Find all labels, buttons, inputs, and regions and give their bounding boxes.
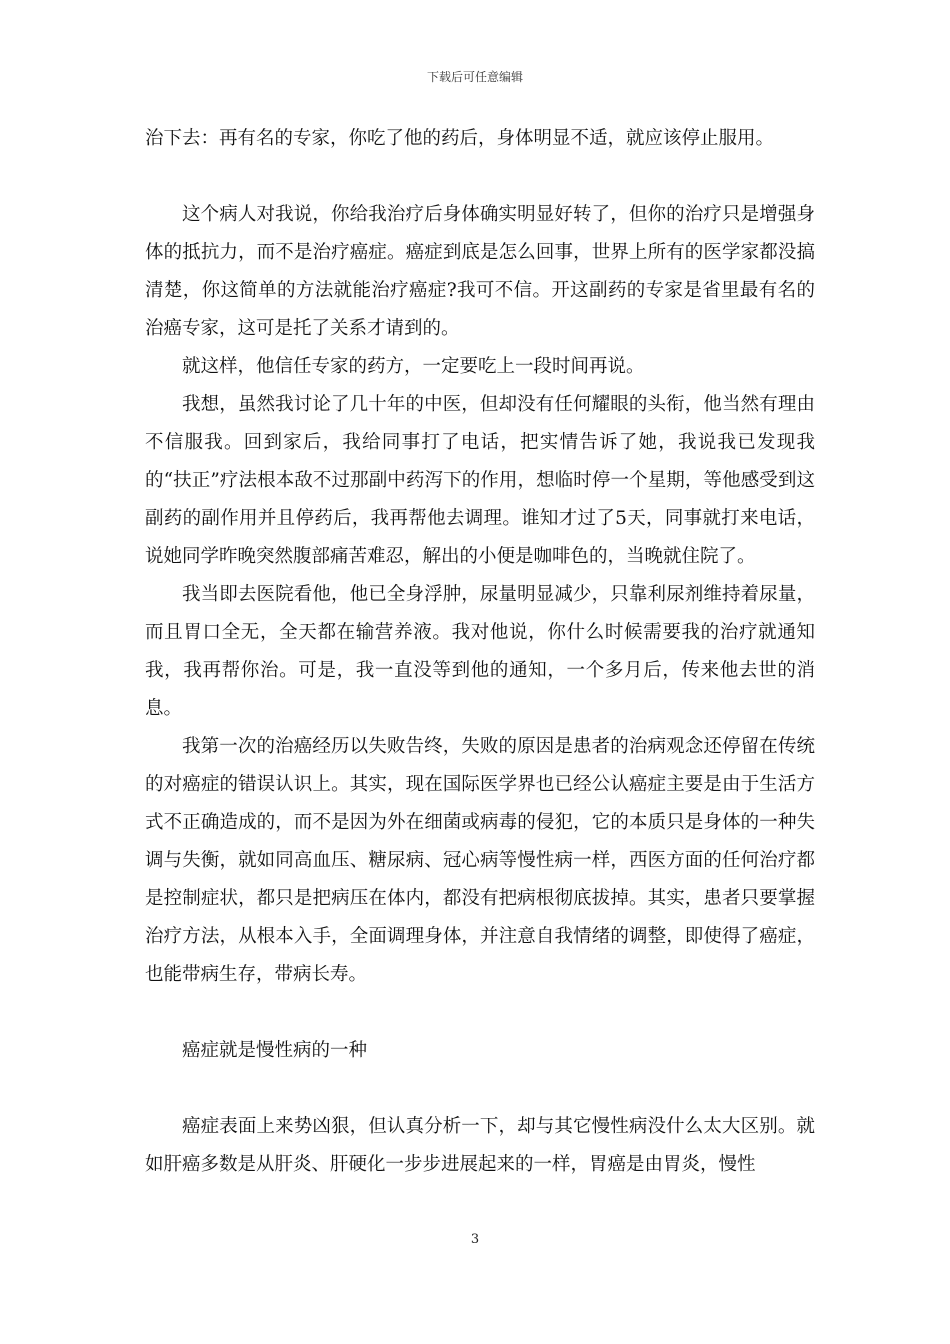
paragraph: 这个病人对我说，你给我治疗后身体确实明显好转了，但你的治疗只是增强身体的抵抗力，而不是治疗癌症。癌症到底是怎么回事，世界上所有的医学家都没搞清楚，你这简单的方法就能治疗癌症?我可不信。开这副药的专家是省里最有名的治癌专家，这可是托了关系才请到的。	[145, 204, 815, 339]
paragraph: 我当即去医院看他，他已全身浮肿，尿量明显减少，只靠利尿剂维持着尿量，而且胃口全无，全天都在输营养液。我对他说，你什么时候需要我的治疗就通知我，我再帮你治。可是，我一直没等到他的通知，一个多月后，传来他去世的消息。	[145, 584, 815, 719]
paragraph: 我第一次的治癌经历以失败告终，失败的原因是患者的治病观念还停留在传统的对癌症的错误认识上。其实，现在国际医学界也已经公认癌症主要是由于生活方式不正确造成的，而不是因为外在细菌或病毒的侵犯，它的本质只是身体的一种失调与失衡，就如同高血压、糖尿病、冠心病等慢性病一样，西医方面的任何治疗都是控制症状，都只是把病压在体内，都没有把病根彻底拔掉。其实，患者只要掌握治疗方法，从根本入手，全面调理身体，并注意自我情绪的调整，即使得了癌症，也能带病生存，带病长寿。	[145, 736, 815, 985]
page-header: 下载后可任意编辑	[426, 70, 523, 84]
page-number: 3	[470, 1232, 480, 1247]
section-heading: 癌症就是慢性病的一种	[182, 1040, 368, 1061]
paragraph: 就这样，他信任专家的药方，一定要吃上一段时间再说。	[182, 356, 645, 377]
paragraph-continuation: 治下去：再有名的专家，你吃了他的药后，身体明显不适，就应该停止服用。	[145, 128, 775, 149]
document-body	[145, 120, 815, 1184]
paragraph-gap	[145, 1070, 815, 1108]
paragraph: 癌症表面上来势凶狠，但认真分析一下，却与其它慢性病没什么太大区别。就如肝癌多数是从肝炎、肝硬化一步步进展起来的一样，胃癌是由胃炎，慢性	[145, 1116, 815, 1175]
paragraph-gap	[145, 158, 815, 196]
paragraph: 我想，虽然我讨论了几十年的中医，但却没有任何耀眼的头衔，他当然有理由不信服我。回到家后，我给同事打了电话，把实情告诉了她，我说我已发现我的“扶正”疗法根本敌不过那副中药泻下的作用，想临时停一个星期，等他感受到这副药的副作用并且停药后，我再帮他去调理。谁知才过了5天，同事就打来电话，说她同学昨晚突然腹部痛苦难忍，解出的小便是咖啡色的，当晚就住院了。	[145, 394, 815, 567]
paragraph-gap	[145, 994, 815, 1032]
